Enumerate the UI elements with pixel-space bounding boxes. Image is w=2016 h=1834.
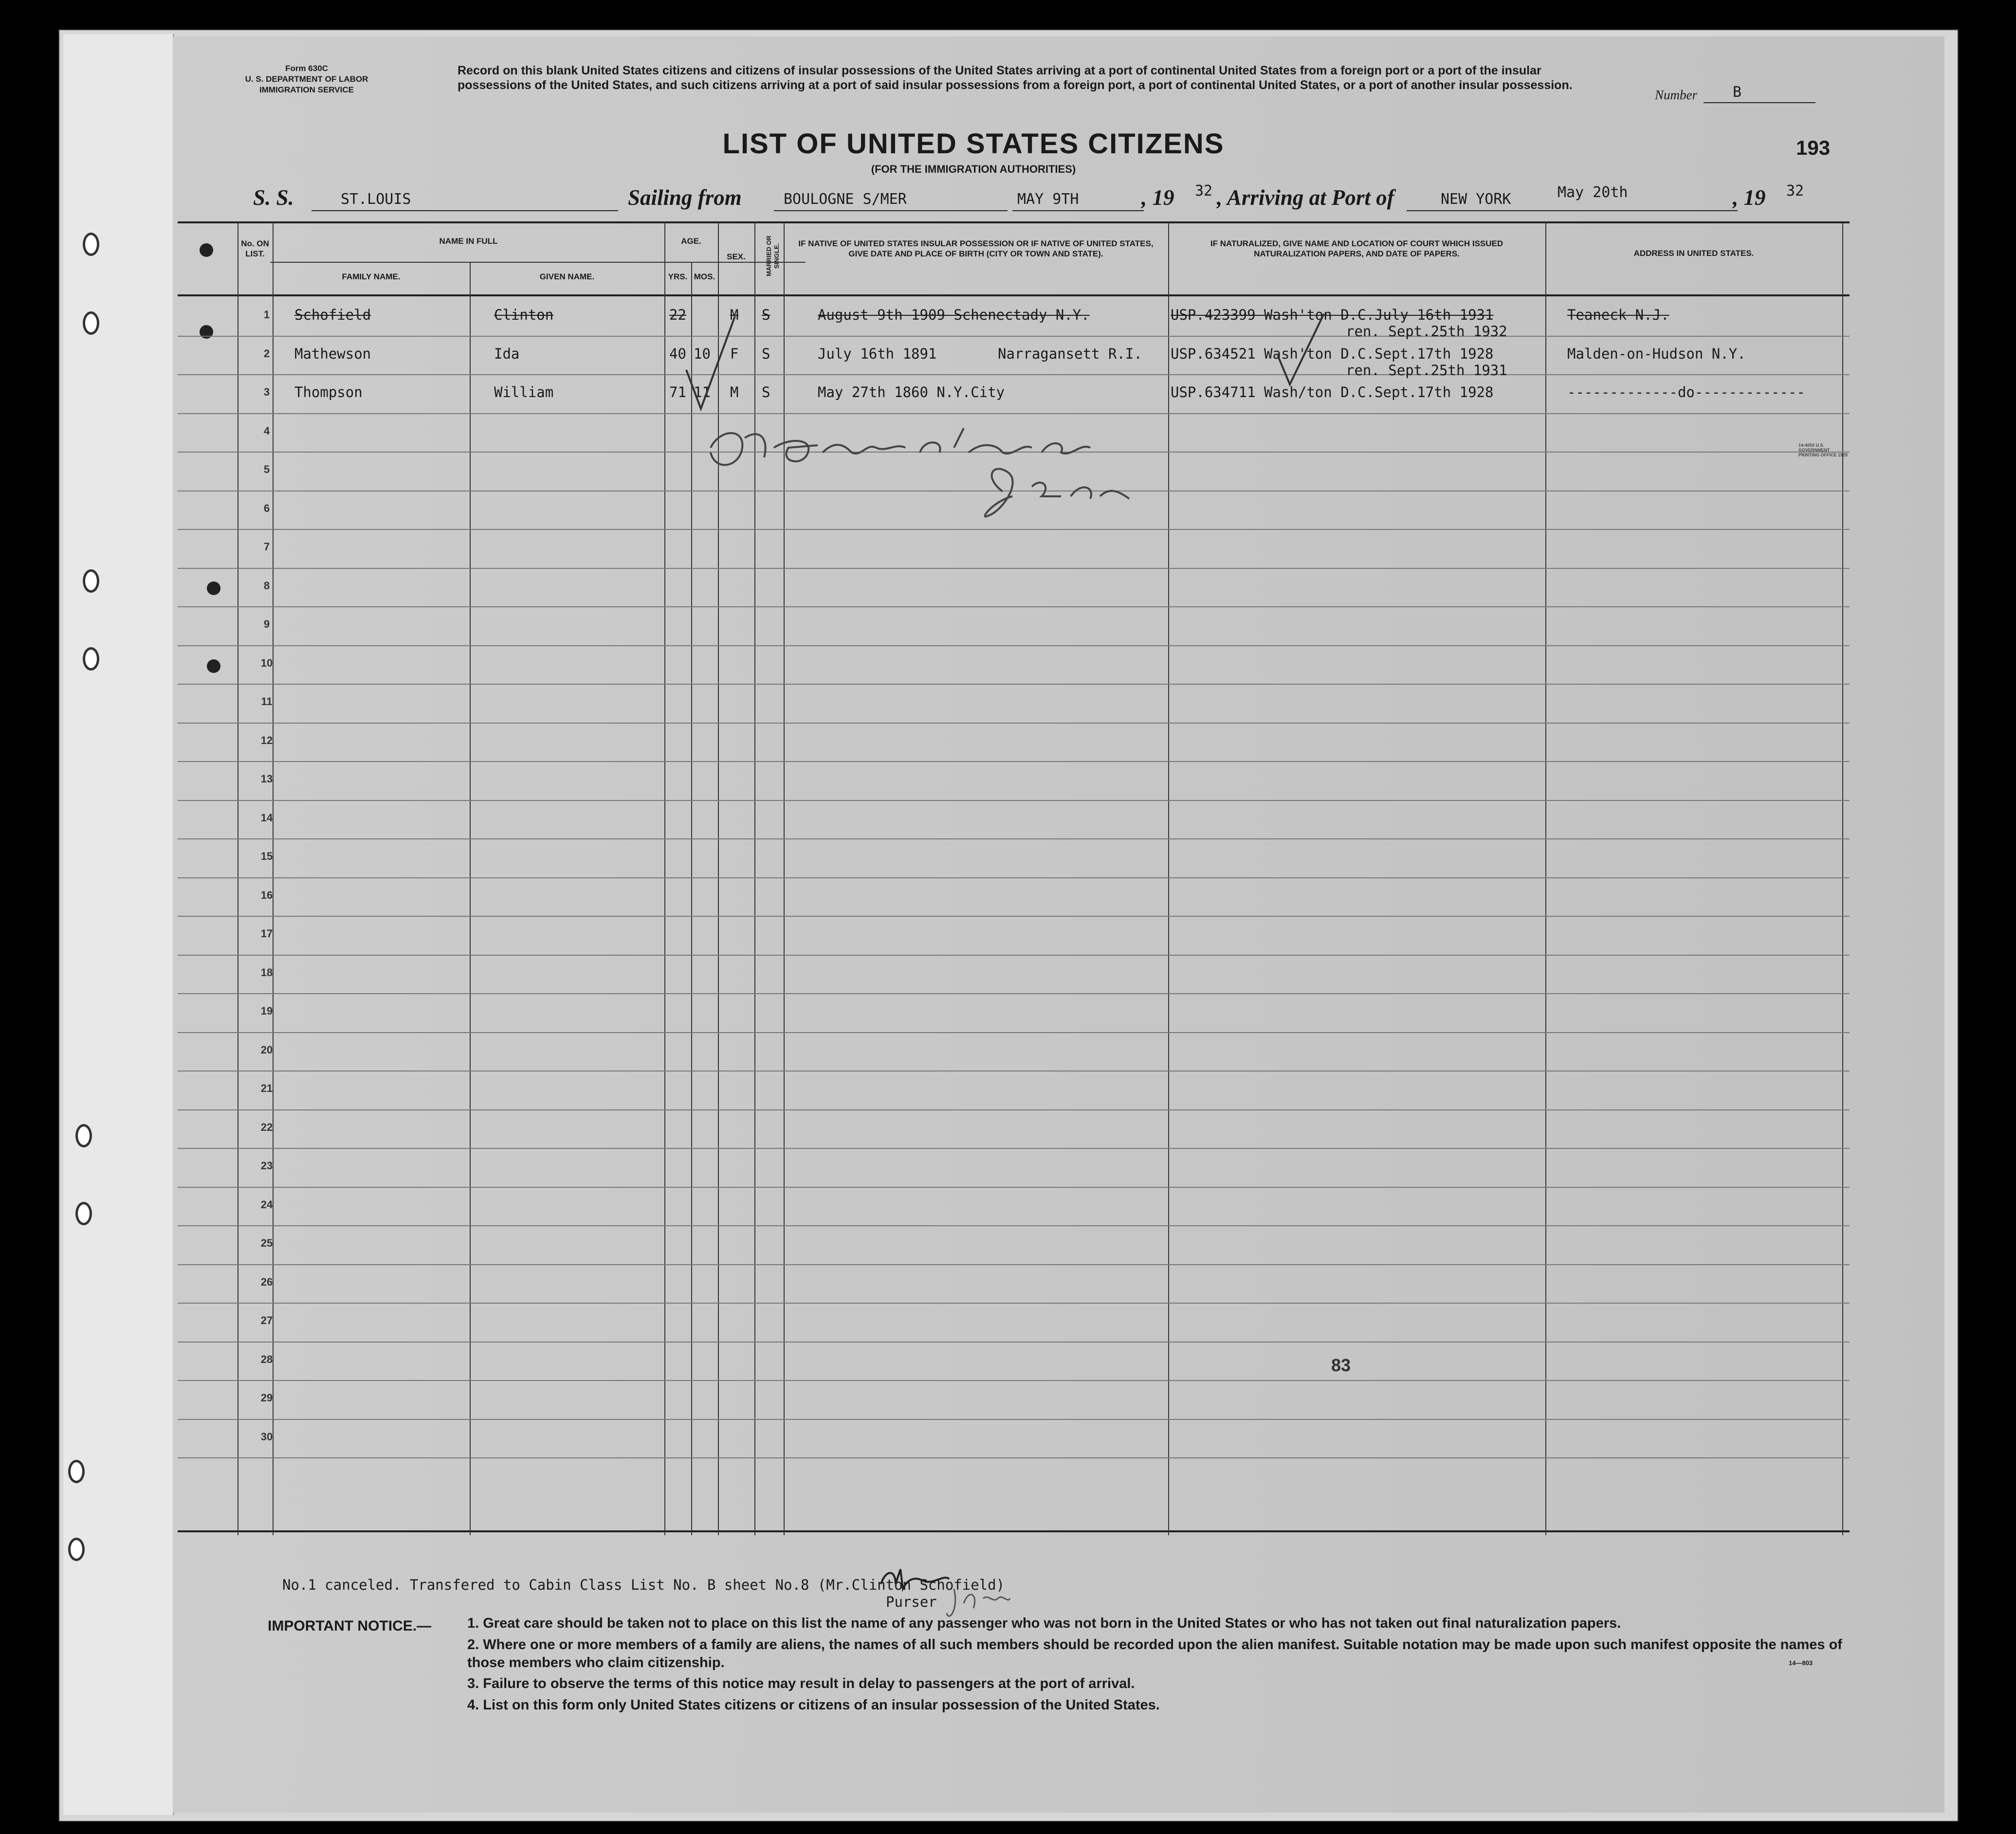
row-number: 8 <box>263 579 270 592</box>
row-number: 21 <box>260 1082 273 1094</box>
row-number: 27 <box>260 1314 273 1326</box>
record-instructions: Record on this blank United States citizens and citizens of insular possessions of the United States arriving at a port of continental United States from a foreign port or a port of the insular possessions of the United States, and such citizens arriving at a port of said insular possessions from a foreign port, a port of continental United States, or a port of another insular possession. <box>458 64 1573 92</box>
address-cell: Teaneck N.J. <box>1567 307 1669 323</box>
row-divider <box>178 1109 1850 1110</box>
header-given-name: GIVEN NAME. <box>539 272 595 281</box>
printer-code: 14-4053 U.S. GOVERNMENT PRINTING OFFICE 1929 <box>1798 443 1848 457</box>
naturalization-cell: USP.634711 Wash/ton D.C.Sept.17th 1928 <box>1171 384 1494 400</box>
row-divider <box>178 645 1850 646</box>
arrival-date: May 20th <box>1558 184 1628 201</box>
row-divider <box>178 568 1850 569</box>
sailing-port: BOULOGNE S/MER <box>784 191 907 208</box>
sex-cell: M <box>730 384 739 400</box>
table-bottom-border <box>178 1530 1850 1532</box>
row-divider <box>178 955 1850 956</box>
footer-code: 14—803 <box>1789 1659 1813 1667</box>
header-months: MOS. <box>694 272 715 281</box>
marital-status-cell: S <box>762 384 770 400</box>
header-bottom-border <box>178 294 1850 296</box>
check-mark <box>681 311 740 423</box>
row-number: 11 <box>261 695 273 708</box>
row-divider <box>178 1148 1850 1149</box>
row-divider <box>178 1225 1850 1226</box>
row-number: 30 <box>260 1430 273 1443</box>
row-number: 13 <box>260 773 273 785</box>
sailing-date: MAY 9TH <box>1017 191 1079 208</box>
binding-hole <box>83 569 99 593</box>
row-number: 10 <box>260 656 273 669</box>
header-address: ADDRESS IN UNITED STATES. <box>1633 249 1754 258</box>
row-divider <box>178 800 1850 801</box>
sex-cell: F <box>730 345 739 362</box>
family-name-cell: Thompson <box>294 384 363 400</box>
row-divider <box>178 1457 1850 1458</box>
row-number: 18 <box>260 966 273 979</box>
row-divider <box>178 838 1850 839</box>
family-name-cell: Mathewson <box>294 345 371 362</box>
row-divider <box>178 1187 1850 1188</box>
row-number: 20 <box>260 1043 273 1056</box>
name-age-subheader-rule <box>270 262 806 263</box>
birth-date-place-cell: May 27th 1860 N.Y.City <box>818 384 1005 400</box>
row-divider <box>178 1342 1850 1343</box>
arriving-label: , Arriving at Port of <box>1217 185 1394 210</box>
renewal-cell: ren. Sept.25th 1932 <box>1346 323 1507 340</box>
row-divider <box>178 413 1850 414</box>
row-divider <box>178 761 1850 762</box>
row-number: 28 <box>260 1353 273 1365</box>
header-name-in-full: NAME IN FULL <box>439 236 498 246</box>
row-number: 1 <box>263 309 270 321</box>
row-divider <box>178 374 1850 375</box>
arrival-year-prefix: , 19 <box>1733 185 1766 210</box>
row-number: 6 <box>263 502 270 514</box>
header-married-single: MARRIED OR SINGLE. <box>765 236 780 276</box>
binding-hole <box>68 1538 85 1561</box>
header-years: YRS. <box>668 272 688 281</box>
address-cell: -------------do------------- <box>1567 384 1805 400</box>
number-value: B <box>1733 84 1742 101</box>
sailing-date-underline <box>1012 210 1144 211</box>
row-divider <box>178 1380 1850 1381</box>
row-divider <box>178 606 1850 607</box>
table-top-border <box>178 221 1850 223</box>
naturalization-cell: USP.423399 Wash'ton D.C.July 16th 1931 <box>1171 307 1494 323</box>
notice-heading: IMPORTANT NOTICE.— <box>268 1618 432 1634</box>
binding-hole <box>75 1202 92 1225</box>
sailing-port-underline <box>774 210 1008 211</box>
ship-name: ST.LOUIS <box>341 191 411 208</box>
given-name-cell: William <box>494 384 554 400</box>
birth-date-place-cell: July 16th 1891 <box>818 345 937 362</box>
ship-underline <box>312 210 618 211</box>
binding-hole <box>68 1460 85 1483</box>
row-number: 16 <box>260 889 273 901</box>
cancel-note: No.1 canceled. Transfered to Cabin Class List No. B sheet No.8 (Mr.Clinton Schofield) <box>282 1577 1005 1593</box>
header-sex: SEX. <box>727 252 746 261</box>
binding-hole <box>83 311 99 335</box>
header-naturalized: IF NATURALIZED, GIVE NAME AND LOCATION OF COURT WHICH ISSUED NATURALIZATION PAPERS, AND DATE OF PAPERS. <box>1210 239 1503 258</box>
row-number: 5 <box>263 463 270 475</box>
number-underline <box>1704 102 1815 103</box>
notice-item-4: 4. List on this form only United States citizens or citizens of an insular possession of the United States. <box>467 1697 1160 1713</box>
row-number: 9 <box>263 618 270 630</box>
renewal-cell: ren. Sept.25th 1931 <box>1346 362 1507 379</box>
row-number: 17 <box>260 927 273 940</box>
header-family-name: FAMILY NAME. <box>342 272 401 281</box>
age-years-cell: 22 <box>669 307 686 323</box>
notice-item-2: 2. Where one or more members of a family are aliens, the names of all such members should be recorded upon the alien manifest. Suitable notation may be made upon such manifest opposite the names of those members who claim citizenship. <box>467 1637 1842 1671</box>
birth-place-cell: Narragansett R.I. <box>998 345 1142 362</box>
binding-hole <box>75 1124 92 1147</box>
ss-label: S. S. <box>253 185 294 210</box>
family-name-cell: Schofield <box>294 307 371 323</box>
page-number: 193 <box>1796 136 1831 159</box>
birth-date-place-cell: August 9th 1909 Schenectady N.Y. <box>818 307 1090 323</box>
row-divider <box>178 723 1850 724</box>
row-number: 22 <box>260 1121 273 1133</box>
binding-hole <box>83 233 99 256</box>
row-divider <box>178 1303 1850 1304</box>
header-native-birth: IF NATIVE OF UNITED STATES INSULAR POSSESSION OR IF NATIVE OF UNITED STATES, GIVE DATE AND PLACE OF BIRTH (CITY OR TOWN AND STATE). <box>798 239 1154 258</box>
row-number: 29 <box>260 1392 273 1404</box>
row-number: 24 <box>260 1198 273 1211</box>
row-number: 2 <box>263 347 270 360</box>
stamp-code: 83 <box>1331 1355 1351 1375</box>
arrival-year: 32 <box>1786 182 1804 200</box>
age-months-cell: 10 <box>694 345 711 362</box>
form-identifier: Form 630C U. S. DEPARTMENT OF LABOR IMMIGRATION SERVICE <box>245 64 368 94</box>
row-divider <box>178 1032 1850 1033</box>
row-number: 4 <box>263 424 270 437</box>
header-age: AGE. <box>681 236 701 246</box>
sailing-label: Sailing from <box>628 185 742 210</box>
check-mark <box>1275 311 1329 389</box>
given-name-cell: Clinton <box>494 307 554 323</box>
notice-item-3: 3. Failure to observe the terms of this notice may result in delay to passengers at the port of arrival. <box>467 1676 1135 1691</box>
page-title: LIST OF UNITED STATES CITIZENS <box>722 128 1225 160</box>
row-number: 23 <box>260 1160 273 1172</box>
arrival-port: NEW YORK <box>1441 191 1511 208</box>
age-years-cell: 71 <box>669 384 686 400</box>
row-number: 3 <box>263 386 270 398</box>
given-name-cell: Ida <box>494 345 520 362</box>
row-divider <box>178 877 1850 878</box>
row-number: 26 <box>260 1275 273 1288</box>
row-number: 25 <box>260 1237 273 1249</box>
row-divider <box>178 336 1850 337</box>
naturalization-cell: USP.634521 Wash'ton D.C.Sept.17th 1928 <box>1171 345 1494 362</box>
sex-cell: M <box>730 307 739 323</box>
sailing-year: 32 <box>1195 182 1213 200</box>
row-number: 12 <box>260 734 273 746</box>
marital-status-cell: S <box>762 345 770 362</box>
notice-item-1: 1. Great care should be taken not to place on this list the name of any passenger who was not born in the United States or who has not taken out final naturalization papers. <box>467 1616 1621 1631</box>
age-months-cell: 11 <box>694 384 711 400</box>
header-no-on-list: No. ON LIST. <box>241 239 269 258</box>
marital-status-cell: S <box>762 307 770 323</box>
age-years-cell: 40 <box>669 345 686 362</box>
row-divider <box>178 916 1850 917</box>
row-divider <box>178 1419 1850 1420</box>
number-label: Number <box>1655 88 1697 102</box>
row-number: 14 <box>260 811 273 824</box>
page-subtitle: (FOR THE IMMIGRATION AUTHORITIES) <box>871 163 1076 175</box>
binding-hole <box>83 647 99 671</box>
row-divider <box>178 993 1850 994</box>
purser-label: Purser <box>886 1594 937 1610</box>
row-divider <box>178 684 1850 685</box>
arrival-underline <box>1407 210 1738 211</box>
row-number: 7 <box>263 541 270 553</box>
address-cell: Malden-on-Hudson N.Y. <box>1567 345 1746 362</box>
sailing-year-prefix: , 19 <box>1141 185 1174 210</box>
row-number: 15 <box>260 850 273 862</box>
row-number: 19 <box>260 1005 273 1017</box>
row-divider <box>178 1264 1850 1265</box>
